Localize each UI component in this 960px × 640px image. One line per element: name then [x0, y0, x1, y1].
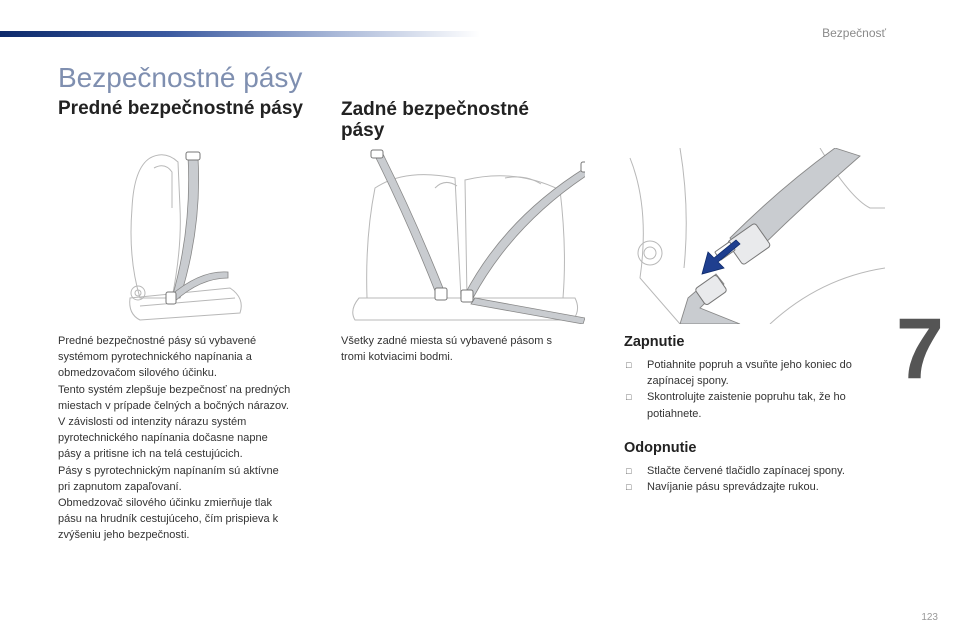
front-text-line: zvýšeniu jeho bezpečnosti. [58, 529, 190, 542]
fastening-step [624, 389, 884, 421]
front-text-line: obmedzovačom silového účinku. [58, 367, 217, 380]
rear-belts-text [341, 333, 591, 365]
rear-belts-heading [341, 99, 571, 141]
step-line: Skontrolujte zaistenie popruhu tak, že ho [647, 391, 846, 404]
buckle-drawing [620, 148, 885, 324]
fastening-heading: Zapnutie [624, 334, 685, 350]
rear-heading-line1: Zadné bezpečnostné [341, 99, 529, 120]
rear-text-line: tromi kotviacimi bodmi. [341, 351, 453, 364]
checkbox-bullet-icon: □ [626, 466, 632, 476]
step-line: Stlačte červené tlačidlo zapínacej spony. [647, 465, 845, 477]
front-text-line: Obmedzovač silového účinku zmierňuje tlak [58, 497, 272, 510]
front-seat-belt-illustration [110, 148, 260, 324]
front-text-line: pyrotechnického napínania dočasne napne [58, 432, 268, 445]
front-text-line: miestach v prípade čelných a bočných nárazov. [58, 399, 289, 412]
section-label: Bezpečnosť [822, 26, 886, 40]
front-text-line: Predné bezpečnostné pásy sú vybavené [58, 335, 257, 347]
front-text-line: Pásy s pyrotechnickým napínaním sú aktívne [58, 464, 279, 477]
front-belts-text [58, 333, 320, 544]
header-accent-bar [0, 31, 480, 37]
fastening-step [624, 357, 884, 389]
front-text-line: V závislosti od intenzity nárazu systém [58, 416, 247, 429]
unfastening-steps [624, 463, 884, 495]
buckle-fastening-illustration [620, 148, 885, 324]
checkbox-bullet-icon: □ [626, 482, 632, 493]
front-text-line: pásy a pritisne ich na telá cestujúcich. [58, 448, 243, 461]
step-line: potiahnete. [647, 407, 702, 420]
rear-heading-line2: pásy [341, 120, 385, 141]
front-text-line: pri zapnutom zapaľovaní. [58, 480, 182, 493]
unfastening-step [624, 479, 884, 495]
step-line: Potiahnite popruh a vsuňte jeho koniec do [647, 359, 852, 371]
rear-text-line: Všetky zadné miesta sú vybavené pásom s [341, 335, 552, 347]
rear-seat-belts-illustration [345, 148, 585, 324]
insert-arrow-icon [702, 240, 740, 274]
rear-seats-drawing [345, 148, 585, 324]
front-belts-heading: Predné bezpečnostné pásy [58, 98, 303, 119]
page-number: 123 [921, 612, 938, 623]
page-title: Bezpečnostné pásy [58, 62, 303, 93]
unfastening-heading: Odopnutie [624, 440, 697, 456]
checkbox-bullet-icon: □ [626, 392, 632, 403]
front-text-line: systémom pyrotechnického napínania a [58, 351, 252, 364]
unfastening-step [624, 463, 884, 479]
step-line: Navíjanie pásu sprevádzajte rukou. [647, 481, 819, 494]
checkbox-bullet-icon: □ [626, 360, 632, 370]
step-line: zapínacej spony. [647, 375, 729, 388]
front-text-line: pásu na hrudník cestujúceho, čím prispieva k [58, 513, 279, 526]
chapter-number: 7 [896, 301, 944, 397]
front-text-line: Tento systém zlepšuje bezpečnosť na predných [58, 383, 291, 396]
fastening-steps [624, 357, 884, 422]
front-seat-drawing [110, 148, 260, 324]
